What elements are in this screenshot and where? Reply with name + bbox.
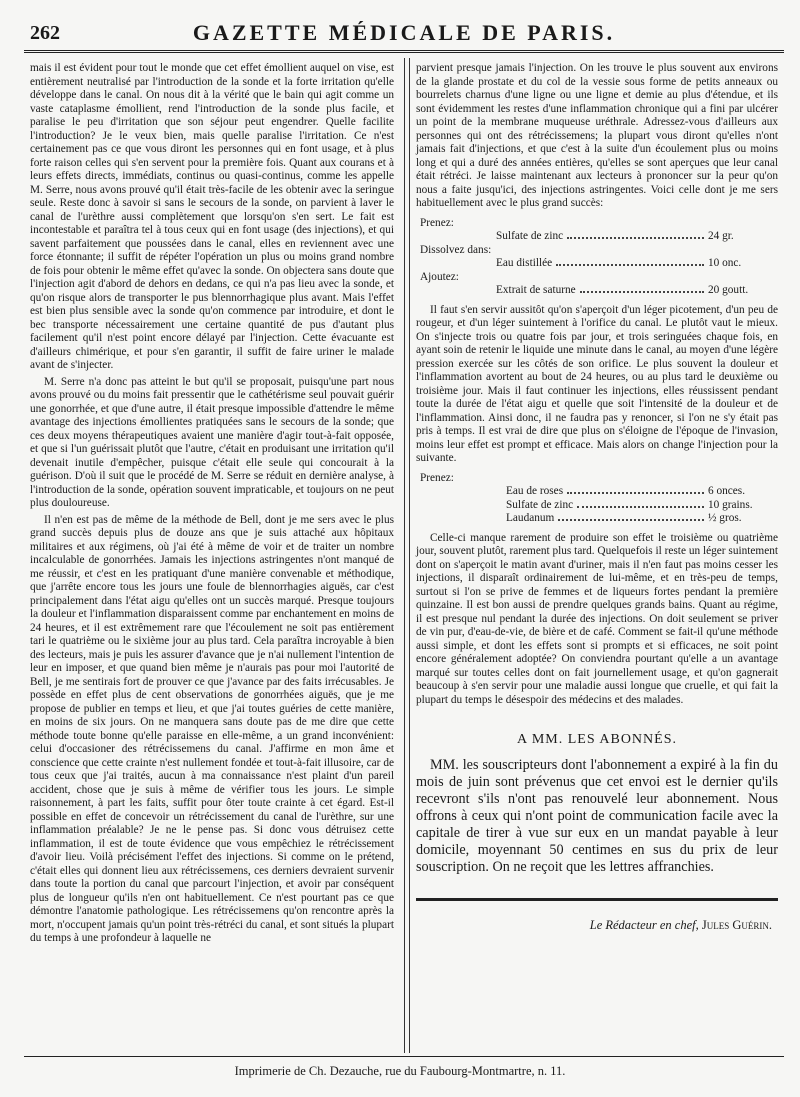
ingredient-quantity: 24 gr. — [708, 230, 734, 242]
leader-dots — [577, 506, 704, 508]
formula-1 — [416, 217, 778, 298]
notice-text: MM. les souscripteurs dont l'abonnement a expiré à la fin du mois de juin sont prévenus que cet envoi est le dernier qu'ils recevront s'ils n'ont pas renouvelé leur abonnement. Nous offrons à ceux qui n'ont point de communication facile avec la capitale de tirer à vue sur eux en un mandat payable à leur domicile, moyennant 50 centimes en sus du prix de leur souscription. On ne reçoit que les lettres affranchies. — [416, 756, 778, 875]
signature-role: Le Rédacteur en chef, — [589, 917, 699, 932]
left-column — [30, 62, 394, 946]
column-divider — [404, 58, 410, 1053]
leader-dots — [567, 492, 704, 494]
leader-dots — [558, 519, 704, 521]
formula-line — [416, 512, 778, 526]
formula-ajoutez: Ajoutez: — [420, 270, 459, 283]
ingredient-name: Laudanum — [506, 512, 555, 524]
ingredient-quantity: ½ gros. — [708, 512, 742, 524]
right-column — [416, 62, 778, 932]
formula-line — [416, 230, 778, 244]
paragraph: mais il est évident pour tout le monde que cet effet émollient auquel on vise, est entièrement neutralisé par l'introduction de la sonde et la forte irritation qu'elle développe dans le canal. On nous dit à la vérité que le bain qui agit comme un vaste cataplasme émollient, rend l'introduction de la sonde plus facile, et paralise le peu d'irritation que son séjour peut engendrer. Quelle facilite l'introduction? Je le veux bien, mais quelle paralise l'irritation. Ce n'est certainement pas ce que vous diront les personnes qui en font usage, et à plus forte raison celles qui s'en servent pour la première fois. Quant aux courans et à leurs effets directs, immédiats, continus ou quasi-continus, comme les appelle M. Serre, nous avons prouvé qu'il était très-facile de les obtenir avec la seringue seule. Reste donc à savoir si sans le secours de la sonde, on parvient à laver le canal de l'urèthre aussi complètement que lorsqu'on s'en sert. Le fait est incontestable et paraîtra tel à tous ceux qui en font usage (des injections), et qui savent parfaitement que poussées dans le canal, elles en reviennent avec une force étonnante; il suffit de répéter l'opération un plus ou moins grand nombre de fois pour obtenir le même effet qu'avec la sonde. On objectera sans doute que l'injection agit d'abord de dehors en dedans, ce qui n'a pas lieu avec la sonde, et qu'on risque alors de transporter le pus blennorrhagique plus avant. Mais l'effet est bien plus sensible avec la sonde qu'on commence par introduire, et dont le bec transporte nécessairement une certaine quantité de pus d'autant plus facilement qu'il n'est point encore délayé par l'injection. Cette évacuante est d'ailleurs chimérique, et pour s'en garantir, il suffit de faire uriner le malade avant de s'injecter. — [30, 62, 394, 371]
footer-rule — [24, 1056, 784, 1057]
ingredient-quantity: 10 grains. — [708, 498, 753, 511]
page-header — [24, 16, 784, 46]
signature-name: Jules Guérin. — [701, 917, 772, 932]
journal-title: GAZETTE MÉDICALE DE PARIS. — [192, 20, 616, 45]
subscriber-notice — [416, 757, 778, 876]
formula-line — [416, 284, 778, 298]
formula-2 — [416, 472, 778, 526]
paragraph: Il faut s'en servir aussitôt qu'on s'aperçoit d'un léger picotement, d'un peu de rougeur, et d'un léger suintement à l'orifice du canal. Le plutôt vaut le mieux. On s'injecte trois ou quatre fois par jour, et trois seringuées chaque fois, en ayant soin de retenir le liquide une minute dans le canal, au moyen d'une légère pression exercée sur les côtés de son orifice. Le plus souvent la douleur et l'inflammation avortent au bout de 24 heures, ou au plus tard le deuxième ou troisième jour. Mais il faut continuer les injections, elles réussissent pendant toute la durée de l'état aigu et quelle que soit l'intensité de la douleur et de l'inflammation. Ainsi donc, il ne faudra pas y renoncer, si l'on ne s'y était pas pris à temps. Il est vrai de dire que plus on s'éloigne de l'époque de l'invasion, moins leur effet est prompt et efficace. Mais alors on change l'injection pour la suivante. — [416, 303, 778, 464]
header-rule — [24, 50, 784, 53]
ingredient-name: Sulfate de zinc — [496, 230, 564, 242]
paragraph: Il n'en est pas de même de la méthode de Bell, dont je me sers avec le plus grand succès depuis plus de douze ans que je suis attaché aux hôpitaux militaires et aux régimens, où j'ai été à même de voir et de traiter un nombre incalculable de gonorrhées. Jamais les injections astringentes n'ont manqué de me réussir, et c'est en les pratiquant d'une manière convenable et méthodique, que j'arrête encore tous les jours une foule de blennorrhagies aiguës, car c'est principalement dans l'état aigu qu'elles ont un succès marqué. Presque toujours la douleur et l'inflammation disparaissent comme par enchantement en moins de 24 heures, et il est extrêmement rare que l'écoulement ne soit pas entièrement tari le quatrième ou le sixième jour au plus tard. Cela paraîtra incroyable à bien des lecteurs, mais je puis les assurer d'avance que je n'ai nullement l'intention de leur en imposer, et que quand bien même je n'aurais pas pour moi l'autorité de Bell, je me sentirais fort de prouver ce que j'avance par des faits irrécusables. Je possède en effet plus de cent observations de gonorrhées aiguës, que je me propose de publier en temps et lieu, et que j'ai toutes guéries de cette manière, en moins de six jours. On ne manquera sans doute pas de me dire que cette méthode toute bonne qu'elle paraisse en elle-même, a un grand inconvénient: celui d'occasioner des rétrécissemens du canal. J'affirme en mon âme et conscience que cette crainte n'est nullement fondée et tout-à-fait illusoire, car de tous ceux que j'ai traités, aucun à ma connaissance n'est plaint d'un pareil accident, chose que je suis à même de vérifier tous les jours. Le simple raisonnement, à part les faits, suffit pour ôter toute crainte à cet égard. Est-il possible en effet de concevoir un rétrécissement du canal de l'urèthre, sur une inflammation préalable? Je ne le pense pas. Si donc vous détruisez cette inflammation, il est de toute évidence que vous empêchiez le rétrécissement d'avoir lieu. Voilà précisément l'effet des injections. Si comme on le prétend, c'était elles qui donnent lieu aux rétrécissemens, ces derniers devraient survenir dans toute la portion du canal que parcourt l'injection, et avoir par conséquent plus de longueur qu'ils n'en ont habituellement. Ce n'est pourtant pas ce que démontre l'anatomie pathologique. Les rétrécissemens qu'on rencontre après la mort, n'occupent jamais qu'un point très-rétréci du canal, et sont situés la plupart du temps à une profondeur à laquelle ne — [30, 513, 394, 944]
ingredient-name: Extrait de saturne — [496, 284, 576, 296]
formula-prenez: Prenez: — [420, 471, 454, 484]
printer-imprint: Imprimerie de Ch. Dezauche, rue du Faubourg-Montmartre, n. 11. — [234, 1064, 566, 1078]
ingredient-quantity: 10 onc. — [708, 257, 742, 269]
ingredient-name: Eau distillée — [496, 257, 553, 269]
ingredient-name: Eau de roses — [506, 485, 564, 497]
formula-line — [416, 499, 778, 513]
paragraph: parvient presque jamais l'injection. On les trouve le plus souvent aux environs de la glande prostate et du col de la vessie sous forme de petits anneaux ou bourrelets charnus d'une ligne ou une ligne et demie au plus d'étendue, et ils sont évidemment les restes d'une inflammation chronique qui a fini par ulcérer un point de la membrane muqueuse uréthrale. Adressez-vous d'ailleurs aux personnes qui ont des rétrécissemens; la plupart vous diront qu'elles n'ont jamais fait d'injections, et que c'est à la suite d'un écoulement plus ou moins long et qui a duré des années entières, qu'elles se sont aperçues que leur canal était rétréci. Je laisse maintenant aux lecteurs à prononcer sur la peur qu'on nous a faite jusqu'ici, des injections astringentes. Voici celle dont je me sers habituellement avec le plus grand succès: — [416, 62, 778, 209]
signature-rule — [416, 898, 778, 901]
ingredient-quantity: 6 onces. — [708, 485, 746, 497]
page-number: 262 — [30, 22, 60, 44]
ingredient-quantity: 20 goutt. — [708, 284, 749, 296]
leader-dots — [556, 264, 704, 266]
paragraph: M. Serre n'a donc pas atteint le but qu'il se proposait, puisqu'une part nous avons prouvé ou du moins fait pressentir que le cathétérisme seul pouvait guérir une gonorrhée, et que d'une autre, il était presque impossible d'attendre le même avantage des injections émollientes pratiquées sans le secours de la sonde; que ces deux moyens thérapeutiques avaient une manière d'agir tout-à-fait opposée, et que si l'un guérissait plutôt que l'autre, c'était en produisant une irritation qu'il devenait inutile d'empêcher, puisque c'était elle seule qui concourait à la guérison. D'où il suit que le procédé de M. Serre se réduit en dernière analyse, à l'introduction de la sonde, opération souvent impraticable, et toujours on ne peut plus douloureuse. — [30, 375, 394, 509]
paragraph: Celle-ci manque rarement de produire son effet le troisième ou quatrième jour, souvent plutôt, rarement plus tard. Quelquefois il reste un léger suintement dont on s'aperçoit le matin avant d'uriner, mais il n'en faut pas moins cesser les injections, il disparaît ordinairement de lui-même, et en très-peu de temps, surtout si l'on se prive de femmes et de liqueurs fortes pendant la première quinzaine. Il est bon aussi de prendre quelques grands bains. Quant au régime, il est presque nul pendant la durée des injections. On doit seulement se priver de vin pur, d'eau-de-vie, de bière et de café. Comment se fait-il qu'une méthode aussi simple, et dont les effets sont si prompts et si efficaces, ne soit point encore généralement adoptée? On conviendra pourtant qu'elle a un avantage marqué sur toutes celles dont on fait journellement usage, et qu'on gagnerait beaucoup à s'en servir pour une maladie aussi longue que cruelle, et qui fait la plupart du temps le désespoir des médecins et des malades. — [416, 531, 778, 706]
leader-dots — [567, 237, 704, 239]
formula-line — [416, 257, 778, 271]
formula-dissolvez: Dissolvez dans: — [420, 243, 492, 256]
formula-prenez: Prenez: — [420, 216, 454, 229]
ingredient-name: Sulfate de zinc — [506, 498, 574, 511]
notice-heading: A MM. LES ABONNÉS. — [517, 732, 677, 747]
signature — [416, 919, 778, 933]
formula-line — [416, 485, 778, 499]
leader-dots — [580, 291, 704, 293]
